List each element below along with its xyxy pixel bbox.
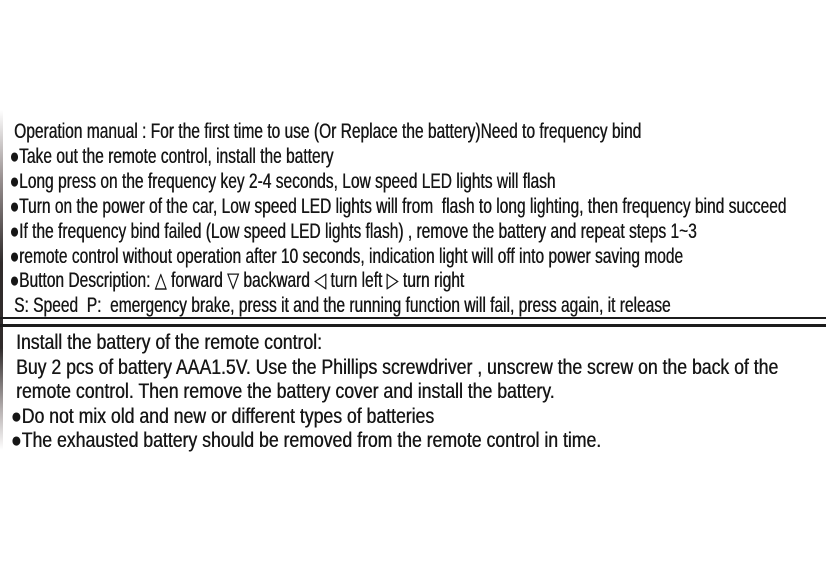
battery-warning-line: ●Do not mix old and new or different types of batteries <box>10 404 435 428</box>
operation-step-line: ●Turn on the power of the car, Low speed LED lights will from flash to long lighting, then frequency bind succeed <box>9 194 787 218</box>
section-divider-double-rule <box>0 317 826 327</box>
battery-install-body-line: remote control. Then remove the battery cover and install the battery. <box>15 380 555 403</box>
operation-step-line: ●Take out the remote control, install the battery <box>9 144 334 168</box>
battery-warning-line: ●The exhausted battery should be removed from the remote control in time. <box>10 429 602 452</box>
operation-step-line: ●Long press on the frequency key 2-4 seconds, Low speed LED lights will flash <box>9 169 556 193</box>
operation-manual-section <box>0 120 826 319</box>
battery-install-section <box>0 331 826 454</box>
battery-install-body-line: Buy 2 pcs of battery AAA1.5V. Use the Phillips screwdriver , unscrew the screw on the back of the <box>15 355 779 379</box>
button-description-line: ●Button Description: △ forward ▽ backward ◁ turn left ▷ turn right <box>9 269 465 293</box>
battery-install-title-line: Install the battery of the remote control: <box>15 331 322 354</box>
speed-brake-description-line: S: Speed P: emergency brake, press it and the running function will fail, press again, it release <box>14 294 671 318</box>
operation-step-line: ●remote control without operation after 10 seconds, indication light will off into power saving mode <box>9 244 683 268</box>
operation-manual-intro-line: Operation manual : For the first time to use (Or Replace the battery)Need to frequency bind <box>14 120 642 143</box>
operation-step-line: ●If the frequency bind failed (Low speed LED lights flash) , remove the battery and repeat steps 1~3 <box>9 219 697 243</box>
